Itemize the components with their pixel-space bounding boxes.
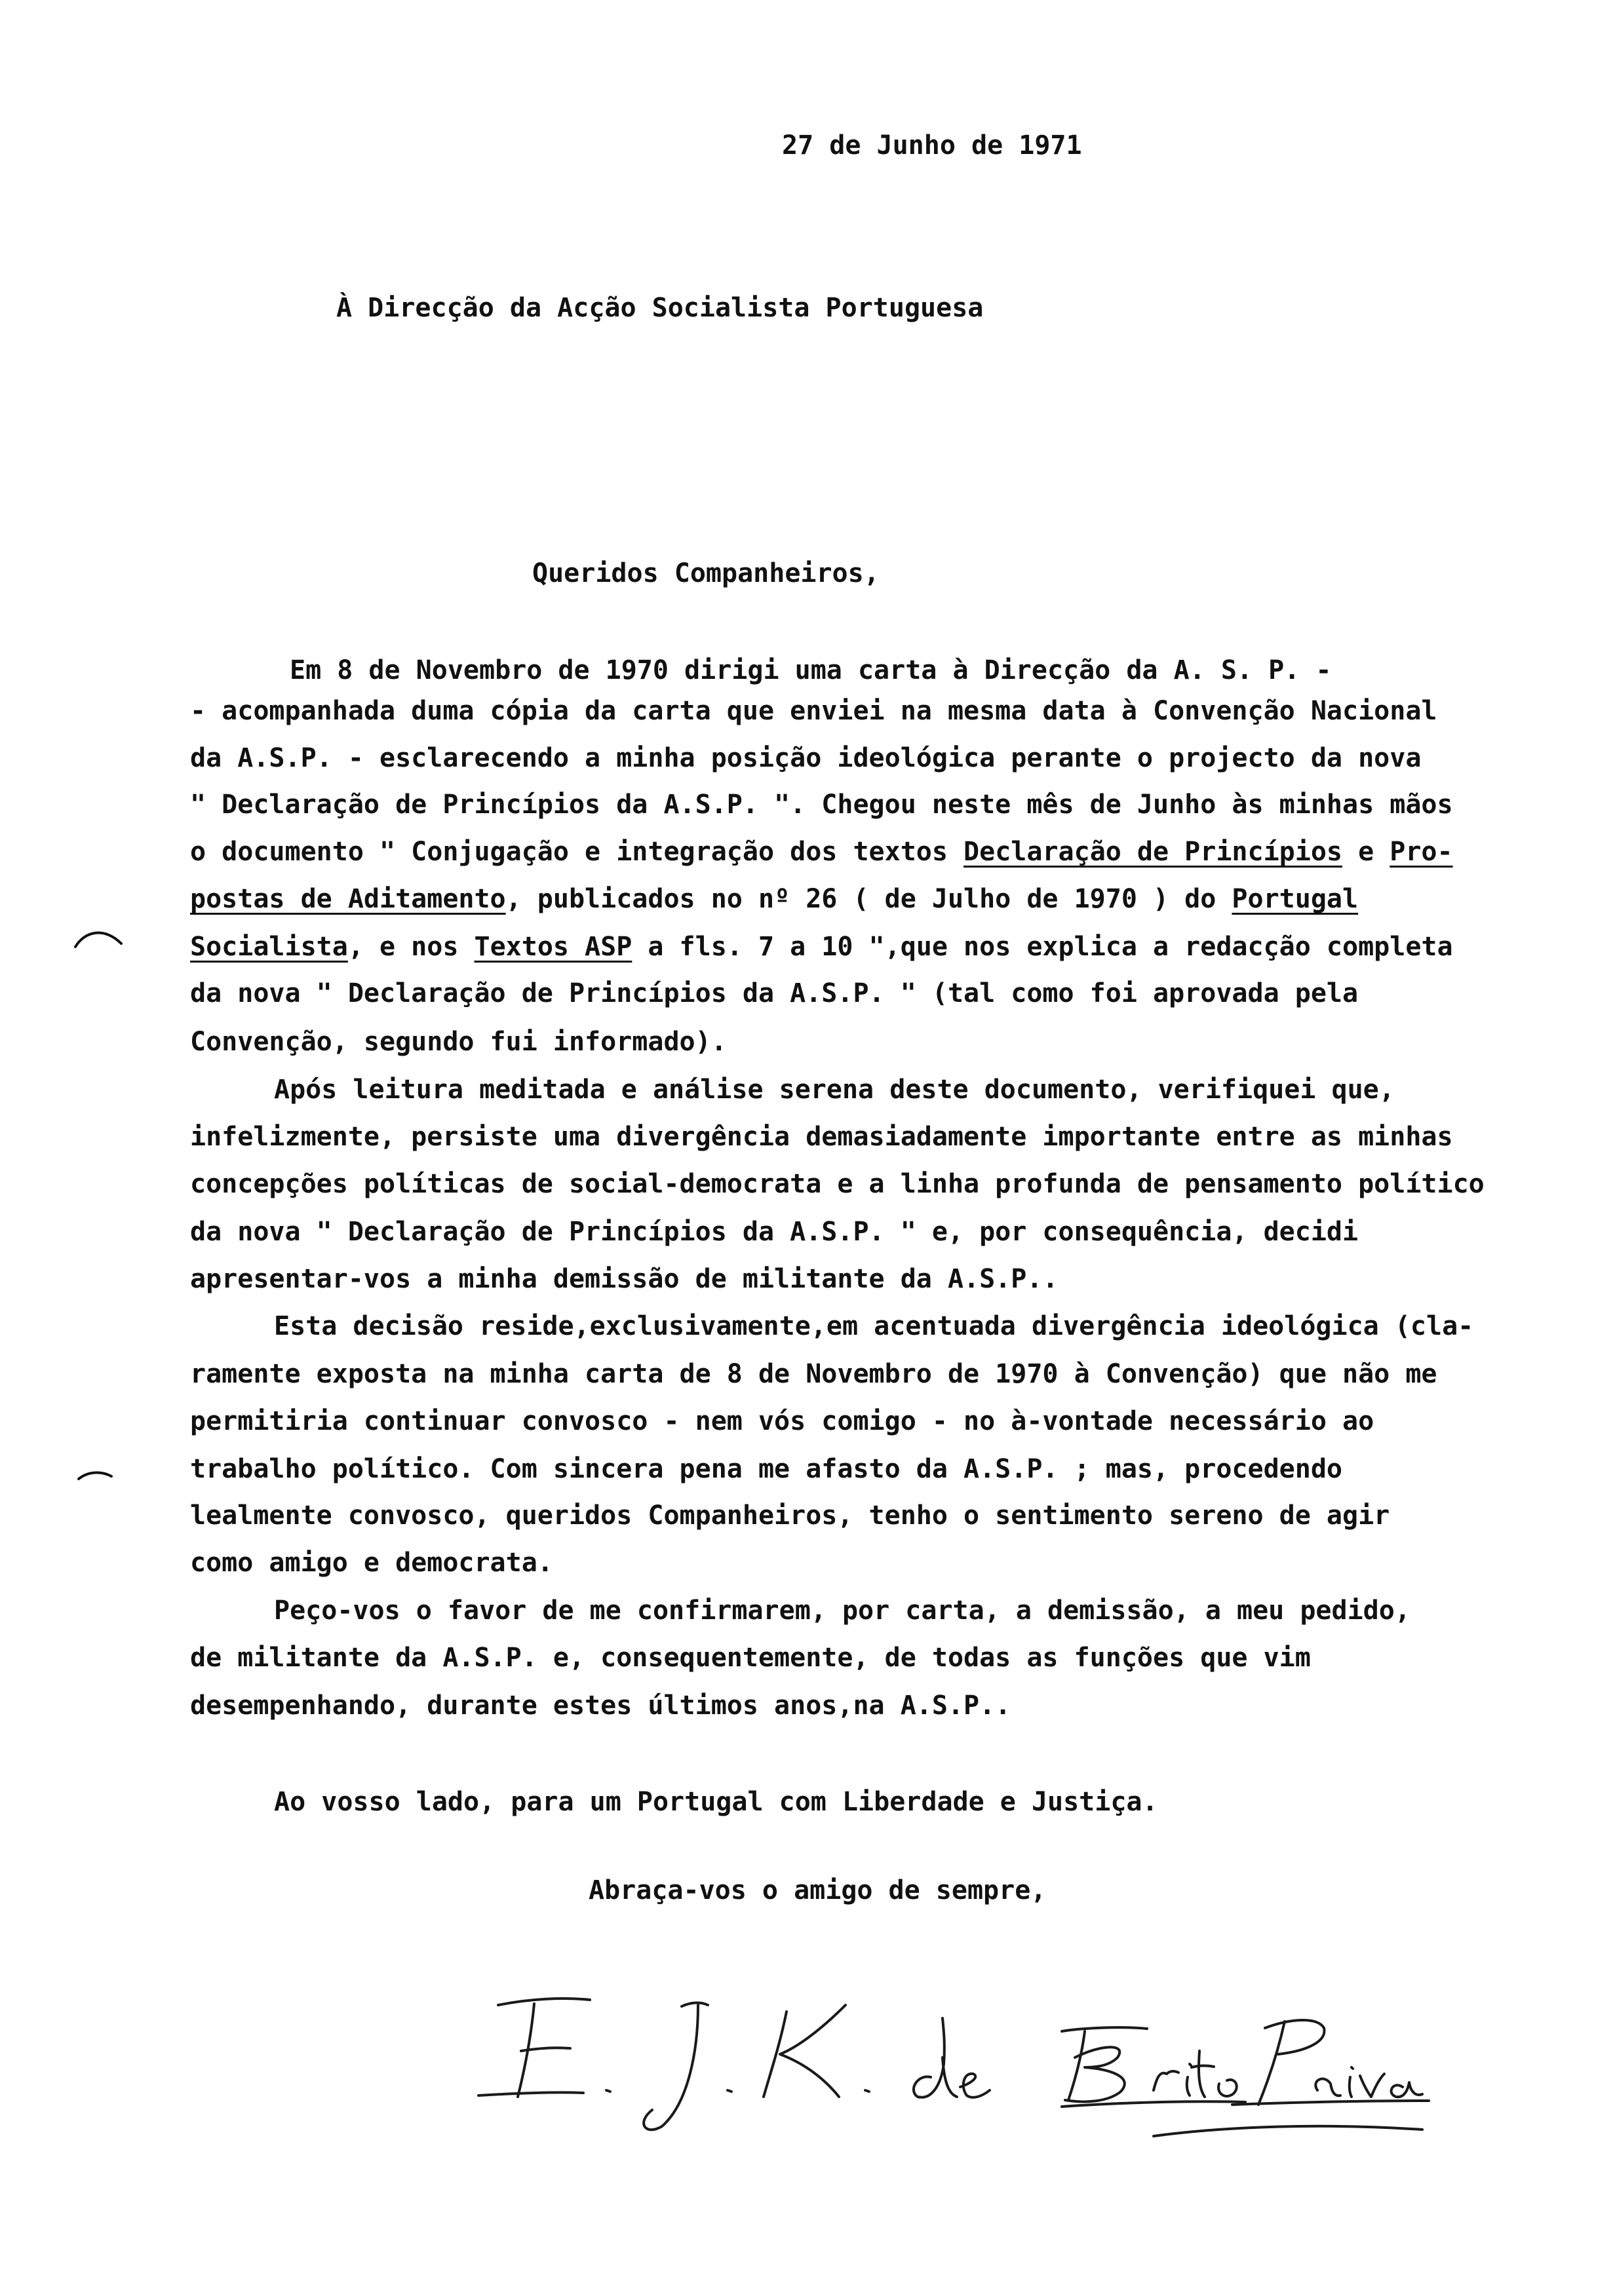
paragraph-line: de militante da A.S.P. e, consequentemente, de todas as funções que vim <box>190 1643 1311 1673</box>
handwritten-signature <box>472 1966 1455 2162</box>
text-run: , publicados no nº 26 ( de Julho de 1970 ) do <box>505 884 1232 914</box>
letter-closing: Ao vosso lado, para um Portugal com Liberdade e Justiça. <box>274 1787 1158 1817</box>
paragraph-line: da A.S.P. - esclarecendo a minha posição ideológica perante o projecto da nova <box>190 743 1422 773</box>
paragraph-line: como amigo e democrata. <box>190 1548 553 1578</box>
paragraph-line: Peço-vos o favor de me confirmarem, por carta, a demissão, a meu pedido, <box>274 1596 1411 1626</box>
paragraph-line: Esta decisão reside,exclusivamente,em acentuada divergência ideológica (cla- <box>274 1311 1474 1341</box>
paragraph-line: desempenhando, durante estes últimos anos,na A.S.P.. <box>190 1691 1011 1721</box>
letter-date: 27 de Junho de 1971 <box>782 130 1082 161</box>
text-run: a fls. 7 a 10 ",que nos explica a redacção completa <box>632 932 1453 962</box>
text-run: , e nos <box>347 932 475 962</box>
underlined-title: Declaração de Princípios <box>963 837 1342 867</box>
text-run: e <box>1342 837 1390 867</box>
underlined-title: postas de Aditamento <box>190 884 506 914</box>
paragraph-line: Em 8 de Novembro de 1970 dirigi uma carta à Direcção da A. S. P. - <box>290 655 1332 685</box>
paragraph-line <box>190 839 1453 865</box>
paragraph-line <box>190 934 1453 960</box>
text-run: o documento " Conjugação e integração dos textos <box>190 837 964 867</box>
paragraph-line: ramente exposta na minha carta de 8 de Novembro de 1970 à Convenção) que não me <box>190 1359 1437 1389</box>
paragraph-line: trabalho político. Com sincera pena me afasto da A.S.P. ; mas, procedendo <box>190 1454 1342 1484</box>
paragraph-line: permitiria continuar convosco - nem vós comigo - no à-vontade necessário ao <box>190 1406 1374 1436</box>
letter-valediction: Abraça-vos o amigo de sempre, <box>589 1875 1047 1905</box>
paragraph-line <box>190 886 1358 912</box>
paragraph-line: concepções políticas de social-democrata e a linha profunda de pensamento político <box>190 1169 1485 1199</box>
paragraph-line: da nova " Declaração de Princípios da A.S.P. " e, por consequência, decidi <box>190 1217 1359 1247</box>
paragraph-line: Convenção, segundo fui informado). <box>190 1027 727 1057</box>
paragraph-line: Após leitura meditada e análise serena deste documento, verifiquei que, <box>274 1075 1395 1105</box>
punch-mark-upper <box>72 924 125 950</box>
underlined-title: Textos ASP <box>474 932 632 962</box>
punch-mark-lower <box>75 1464 115 1484</box>
paragraph-line: infelizmente, persiste uma divergência demasiadamente importante entre as minhas <box>190 1122 1453 1152</box>
paragraph-line: da nova " Declaração de Princípios da A.S.P. " (tal como foi aprovada pela <box>190 978 1359 1008</box>
letter-salutation: Queridos Companheiros, <box>532 558 880 588</box>
paragraph-line: apresentar-vos a minha demissão de militante da A.S.P.. <box>190 1264 1059 1294</box>
letter-recipient: À Direcção da Acção Socialista Portuguesa <box>336 293 984 323</box>
paragraph-line: " Declaração de Princípios da A.S.P. ". Chegou neste mês de Junho às minhas mãos <box>190 790 1453 820</box>
underlined-title: Pro- <box>1390 837 1453 867</box>
paragraph-line: lealmente convosco, queridos Companheiros, tenho o sentimento sereno de agir <box>190 1501 1390 1531</box>
underlined-title: Socialista <box>190 932 348 962</box>
paragraph-line: - acompanhada duma cópia da carta que enviei na mesma data à Convenção Nacional <box>190 696 1437 726</box>
underlined-title: Portugal <box>1232 884 1359 914</box>
